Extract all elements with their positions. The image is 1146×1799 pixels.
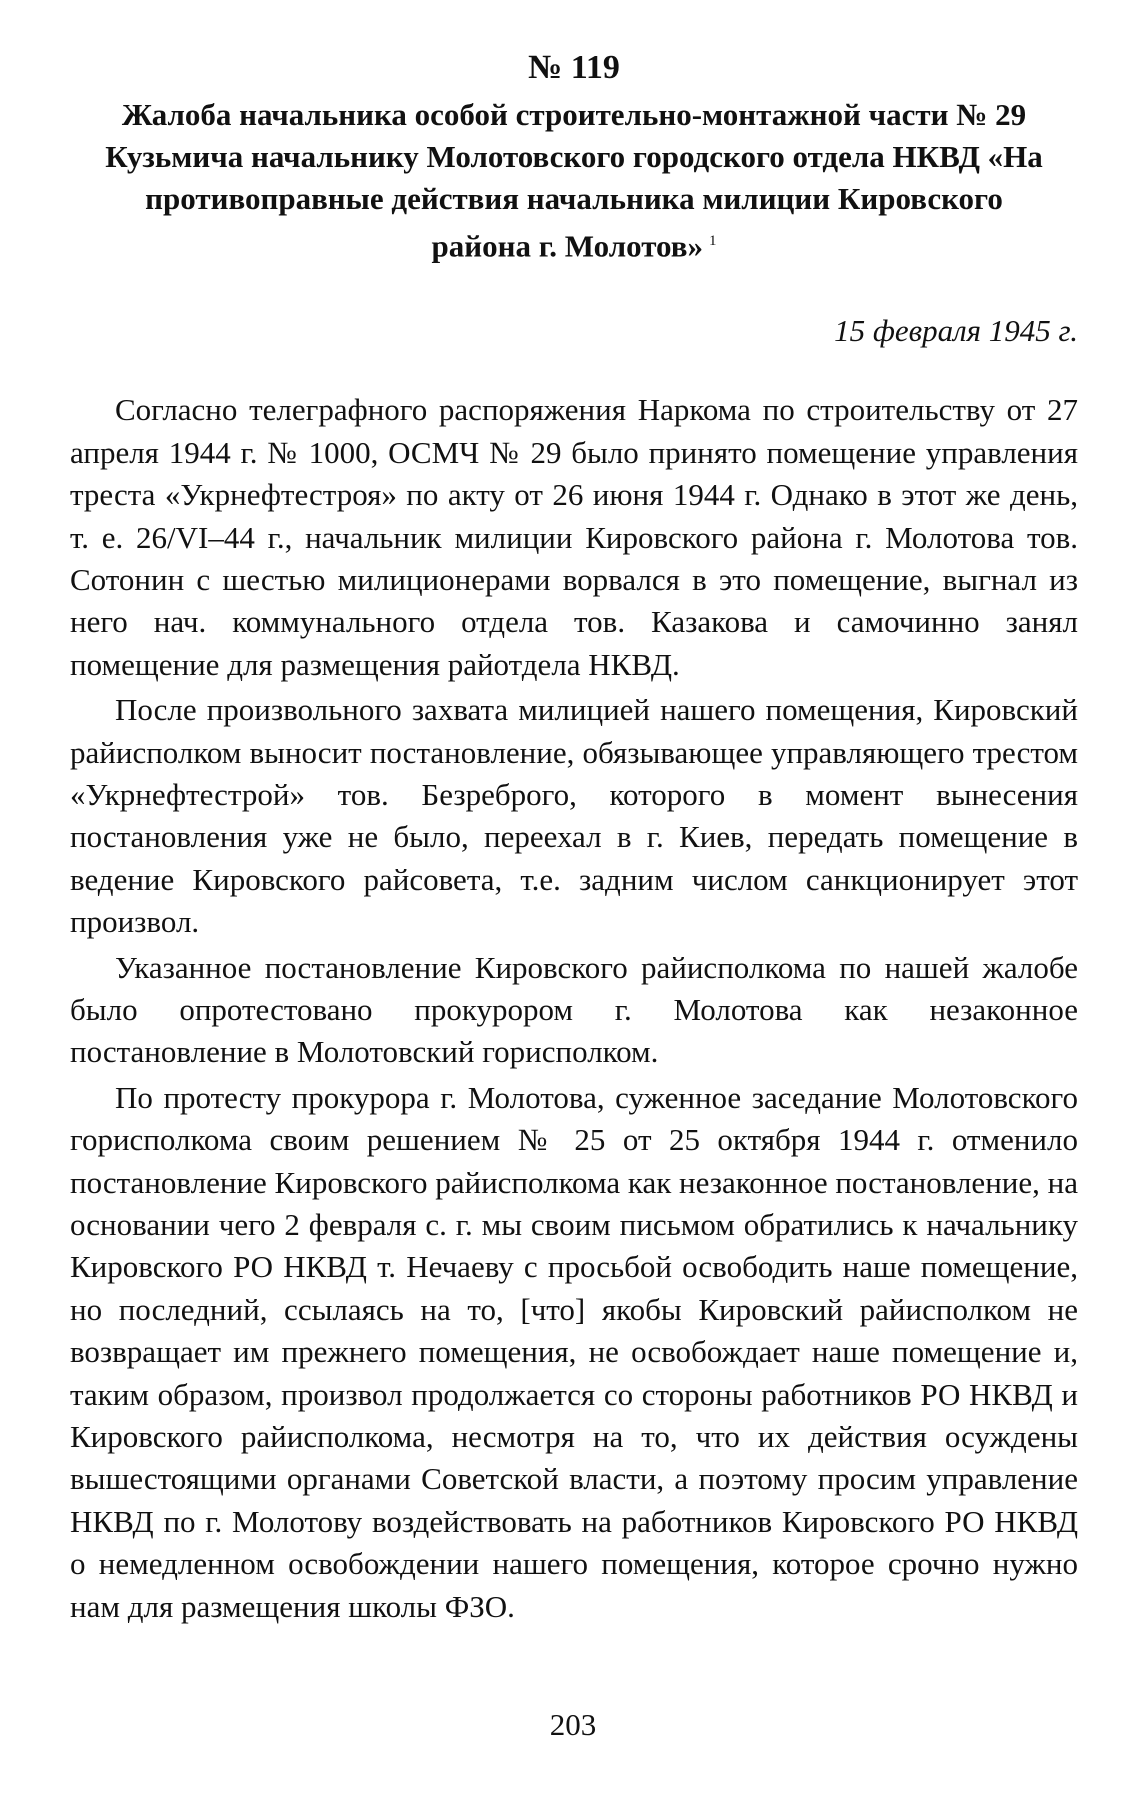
document-body xyxy=(70,389,1078,1628)
document-page xyxy=(70,48,1078,1631)
document-title xyxy=(70,94,1078,267)
paragraph: Согласно телеграфного распоряжения Наркома по строительству от 27 апреля 1944 г. № 1000, ОСМЧ № 29 было принято помещение управления треста «Укрнефтестроя» по акту от 26 июня 1944 г. Однако в этот же день, т. е. 26/VI–44 г., начальник милиции Кировского района г. Молотова тов. Сотонин с шестью милиционерами ворвался в это помещение, выгнал из него нач. коммунального отдела тов. Казакова и самочинно занял помещение для размещения райотдела НКВД. xyxy=(70,392,1078,682)
footnote-mark: 1 xyxy=(709,233,717,249)
document-date: 15 февраля 1945 г. xyxy=(834,313,1078,349)
paragraph: По протесту прокурора г. Молотова, суженное заседание Молотовского горисполкома своим решением № 25 от 25 октября 1944 г. отменило постановление Кировского райисполкома как незаконное постановление, на основании чего 2 февраля с. г. мы своим письмом обратились к начальнику Кировского РО НКВД т. Нечаеву с просьбой освободить наше помещение, но последний, ссылаясь на то, [что] якобы Кировский райисполком не возвращает им прежнего помещения, не освобождает наше помещение и, таким образом, произвол продолжается со стороны работников РО НКВД и Кировского райисполкома, несмотря на то, что их действия осуждены вышестоящими органами Советской власти, а поэтому просим управление НКВД по г. Молотову воздействовать на работников Кировского РО НКВД о немедленном освобождении нашего помещения, которое срочно нужно нам для размещения школы ФЗО. xyxy=(70,1079,1078,1624)
paragraph: Указанное постановление Кировского райисполкома по нашей жалобе было опротестовано прокурором г. Молотова как незаконное постановление в Молотовский горисполком. xyxy=(70,949,1078,1070)
paragraph: После произвольного захвата милицией нашего помещения, Кировский райисполком выносит постановление, обязывающее управляющего трестом «Укрнефтестрой» тов. Безреброго, которого в момент вынесения постановления уже не было, переехал в г. Киев, передать помещение в ведение Кировского райсовета, т.е. задним числом санкционирует этот произвол. xyxy=(70,692,1078,940)
document-number: № 119 xyxy=(528,49,620,86)
document-title-text: Жалоба начальника особой строительно-монтажной части № 29 Кузьмича начальнику Молотовского городского отдела НКВД «На противоправные действия начальника милиции Кировского района г. Молотов» xyxy=(105,97,1043,264)
page-number: 203 xyxy=(549,1707,597,1742)
